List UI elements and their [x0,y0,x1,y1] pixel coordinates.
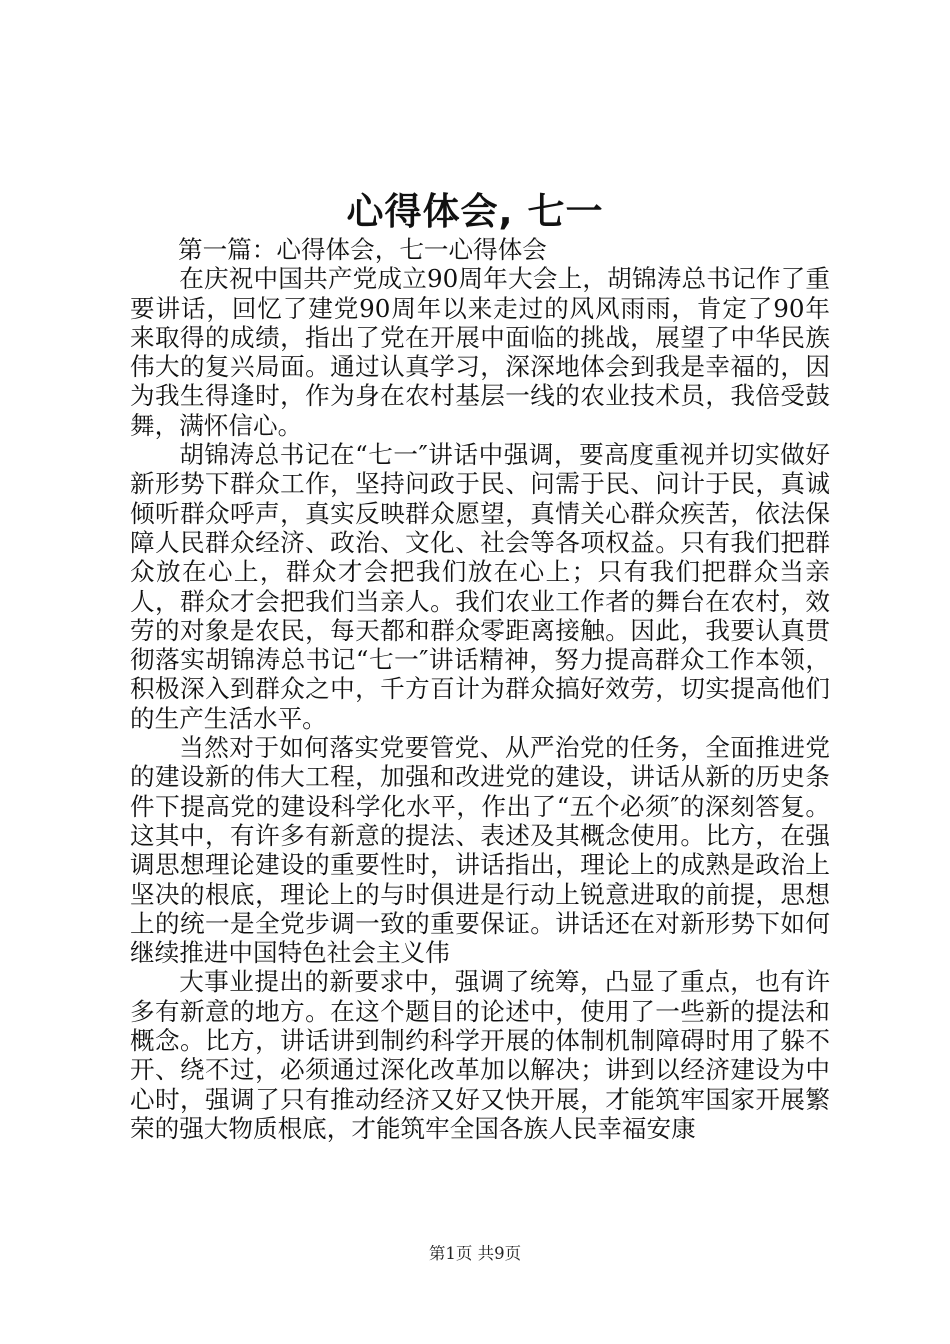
section-heading: 第一篇：心得体会，七一心得体会 [177,235,547,264]
document-title: 心得体会, 七一 [346,190,604,233]
paragraph-2: 胡锦涛总书记在“七一″讲话中强调，要高度重视并切实做好新形势下群众工作，坚持问政于民、问需于民、问计于民，真诚倾听群众呼声，真实反映群众愿望，真情关心群众疾苦，依法保障人民群众经济、政治、文化、社会等各项权益。只有我们把群众放在心上，群众才会把我们放在心上；只有我们把群众当亲人，群众才会把我们当亲人。我们农业工作者的舞台在农村，效劳的对象是农民，每天都和群众零距离接触。因此，我要认真贯彻落实胡锦涛总书记“七一″讲话精神，努力提高群众工作本领，积极深入到群众之中，千方百计为群众搞好效劳，切实提高他们的生产生活水平。 [130,440,830,733]
paragraph-1: 在庆祝中国共产党成立90周年大会上，胡锦涛总书记作了重要讲话，回忆了建党90周年以来走过的风风雨雨，肯定了90年来取得的成绩，指出了党在开展中面临的挑战，展望了中华民族伟大的复兴局面。通过认真学习，深深地体会到我是幸福的，因为我生得逢时，作为身在农村基层一线的农业技术员，我倍受鼓舞，满怀信心。 [130,264,830,440]
paragraph-3: 当然对于如何落实党要管党、从严治党的任务，全面推进党的建设新的伟大工程，加强和改进党的建设，讲话从新的历史条件下提高党的建设科学化水平，作出了“五个必须″的深刻答复。这其中，有许多有新意的提法、表述及其概念使用。比方，在强调思想理论建设的重要性时，讲话指出，理论上的成熟是政治上坚决的根底，理论上的与时俱进是行动上锐意进取的前提，思想上的统一是全党步调一致的重要保证。讲话还在对新形势下如何继续推进中国特色社会主义伟 [130,733,830,968]
paragraph-4: 大事业提出的新要求中，强调了统筹，凸显了重点，也有许多有新意的地方。在这个题目的论述中，使用了一些新的提法和概念。比方，讲话讲到制约科学开展的体制机制障碍时用了躲不开、绕不过，必须通过深化改革加以解决；讲到以经济建设为中心时，强调了只有推动经济又好又快开展，才能筑牢国家开展繁荣的强大物质根底，才能筑牢全国各族人民幸福安康 [130,967,830,1143]
document-body [130,235,830,1143]
page-number-footer: 第1页 共9页 [428,1244,522,1263]
